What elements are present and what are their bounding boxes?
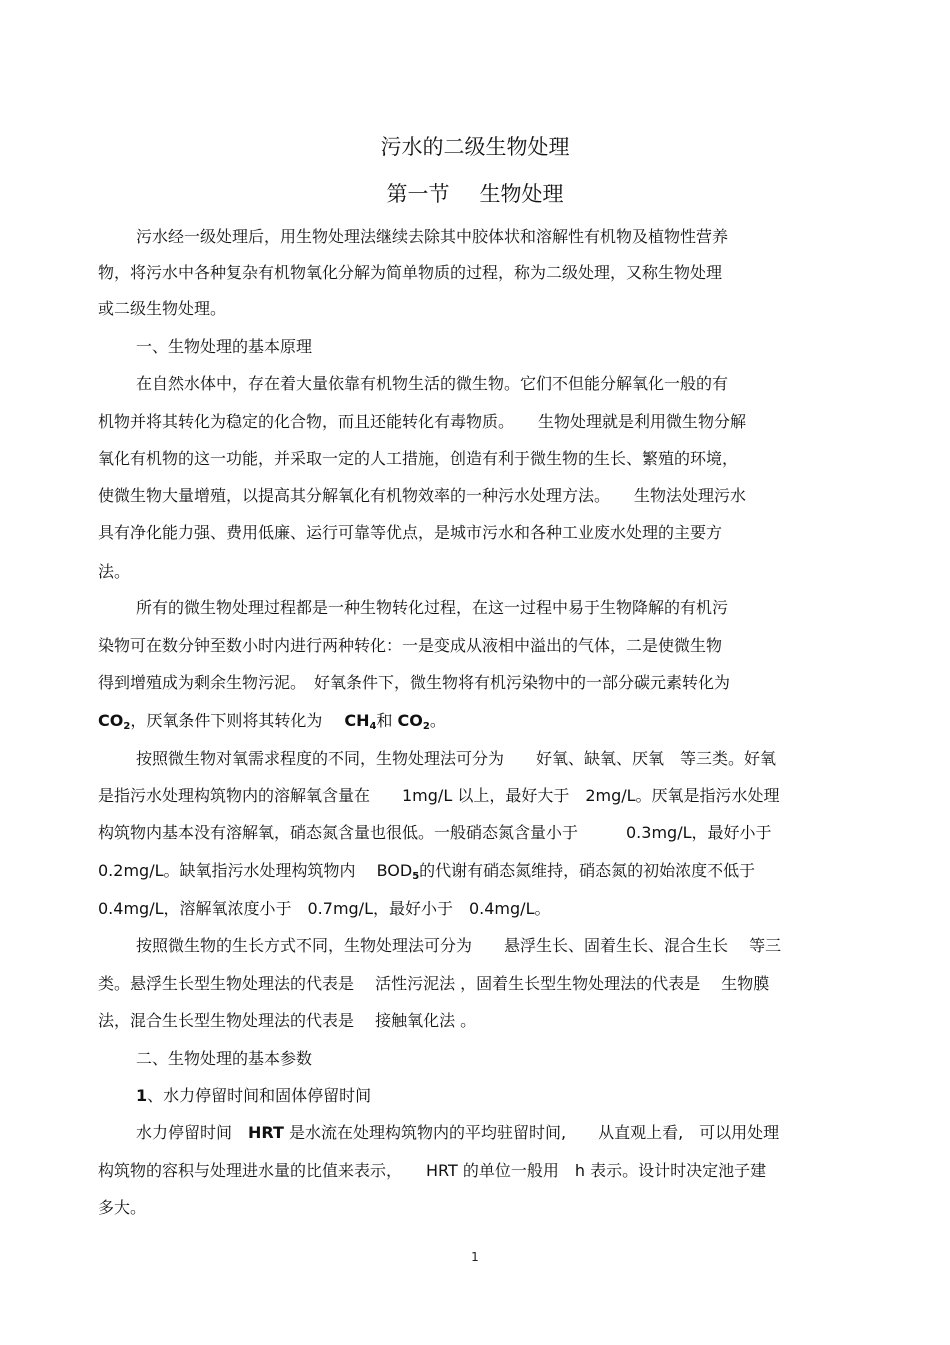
- paragraph-line: 0.4mg/L，溶解氧浓度小于 0.7mg/L，最好小于 0.4mg/L。: [98, 899, 551, 918]
- formula-ch4: CH: [344, 711, 370, 730]
- heading-basic-principle: 一、生物处理的基本原理: [136, 337, 313, 356]
- paragraph-line: 或二级生物处理。: [98, 299, 227, 318]
- paragraph-line: 染物可在数分钟至数小时内进行两种转化：一是变成从液相中溢出的气体，二是使微生物: [98, 636, 723, 655]
- section-number: 第一节: [386, 182, 450, 206]
- subscript: 2: [422, 721, 430, 732]
- heading-basic-parameters: 二、生物处理的基本参数: [136, 1049, 313, 1068]
- page-number: 1: [471, 1250, 479, 1264]
- paragraph-line: 类。悬浮生长型生物处理法的代表是 活性污泥法 ，固着生长型生物处理法的代表是 生物膜: [98, 974, 770, 993]
- section-name: 生物处理: [479, 182, 564, 206]
- paragraph-line: 多大。: [98, 1198, 147, 1217]
- paragraph-line: 法。: [98, 562, 131, 581]
- formula-co2: CO: [98, 711, 124, 730]
- paragraph-line: 在自然水体中，存在着大量依靠有机物生活的微生物。它们不但能分解氧化一般的有: [136, 374, 729, 393]
- text-run: 和: [376, 711, 393, 730]
- paragraph-line: 污水经一级处理后，用生物处理法继续去除其中胶体状和溶解性有机物及植物性营养: [136, 227, 729, 246]
- subheading-retention-time: [136, 1085, 371, 1107]
- paragraph-line: 机物并将其转化为稳定的化合物，而且还能转化有毒物质。 生物处理就是利用微生物分解: [98, 412, 747, 431]
- text-run: ，厌氧条件下则将其转化为: [130, 711, 323, 730]
- text-run: 是水流在处理构筑物内的平均驻留时间, 从直观上看, 可以用处理: [283, 1123, 780, 1142]
- paragraph-line: [98, 710, 446, 732]
- subscript: 2: [123, 721, 131, 732]
- subheading-number: 1: [136, 1086, 148, 1105]
- subscript: 4: [369, 721, 377, 732]
- text-run: 水力停留时间: [136, 1123, 249, 1142]
- paragraph-line: 按照微生物对氧需求程度的不同，生物处理法可分为 好氧、缺氧、厌氧 等三类。好氧: [136, 749, 777, 768]
- paragraph-line: 氧化有机物的这一功能，并采取一定的人工措施，创造有利于微生物的生长、繁殖的环境，: [98, 449, 739, 468]
- paragraph-line: [136, 1122, 779, 1144]
- subheading-text: 、水力停留时间和固体停留时间: [147, 1086, 372, 1105]
- paragraph-line: 使微生物大量增殖，以提高其分解氧化有机物效率的一种污水处理方法。 生物法处理污水: [98, 486, 747, 505]
- section-heading: [0, 178, 950, 208]
- text-run: 。: [429, 711, 446, 730]
- text-run: 的代谢有硝态氮维持，硝态氮的初始浓度不低于: [419, 861, 756, 880]
- subscript: 5: [412, 871, 420, 882]
- document-title: 污水的二级生物处理: [380, 135, 570, 159]
- paragraph-line: 构筑物的容积与处理进水量的比值来表示， HRT 的单位一般用 h 表示。设计时决定池子建: [98, 1161, 767, 1180]
- term-hrt: HRT: [248, 1123, 284, 1142]
- paragraph-line: 按照微生物的生长方式不同，生物处理法可分为 悬浮生长、固着生长、混合生长 等三: [136, 936, 782, 955]
- paragraph-line: 是指污水处理构筑物内的溶解氧含量在 1mg/L 以上，最好大于 2mg/L。厌氧是指污水处理: [98, 786, 780, 805]
- paragraph-line: 得到增殖成为剩余生物污泥。 好氧条件下，微生物将有机污染物中的一部分碳元素转化为: [98, 673, 731, 692]
- paragraph-line: 具有净化能力强、费用低廉、运行可靠等优点，是城市污水和各种工业废水处理的主要方: [98, 523, 723, 542]
- paragraph-line: 构筑物内基本没有溶解氧，硝态氮含量也很低。一般硝态氮含量小于 0.3mg/L，最好小于: [98, 823, 772, 842]
- formula-co2: CO: [397, 711, 423, 730]
- paragraph-line: 法，混合生长型生物处理法的代表是 接触氧化法 。: [98, 1011, 477, 1030]
- text-run: 0.2mg/L。缺氧指污水处理构筑物内 BOD: [98, 861, 413, 880]
- paragraph-line: [98, 860, 755, 882]
- paragraph-line: 物，将污水中各种复杂有机物氧化分解为简单物质的过程，称为二级处理，又称生物处理: [98, 263, 723, 282]
- paragraph-line: 所有的微生物处理过程都是一种生物转化过程，在这一过程中易于生物降解的有机污: [136, 598, 729, 617]
